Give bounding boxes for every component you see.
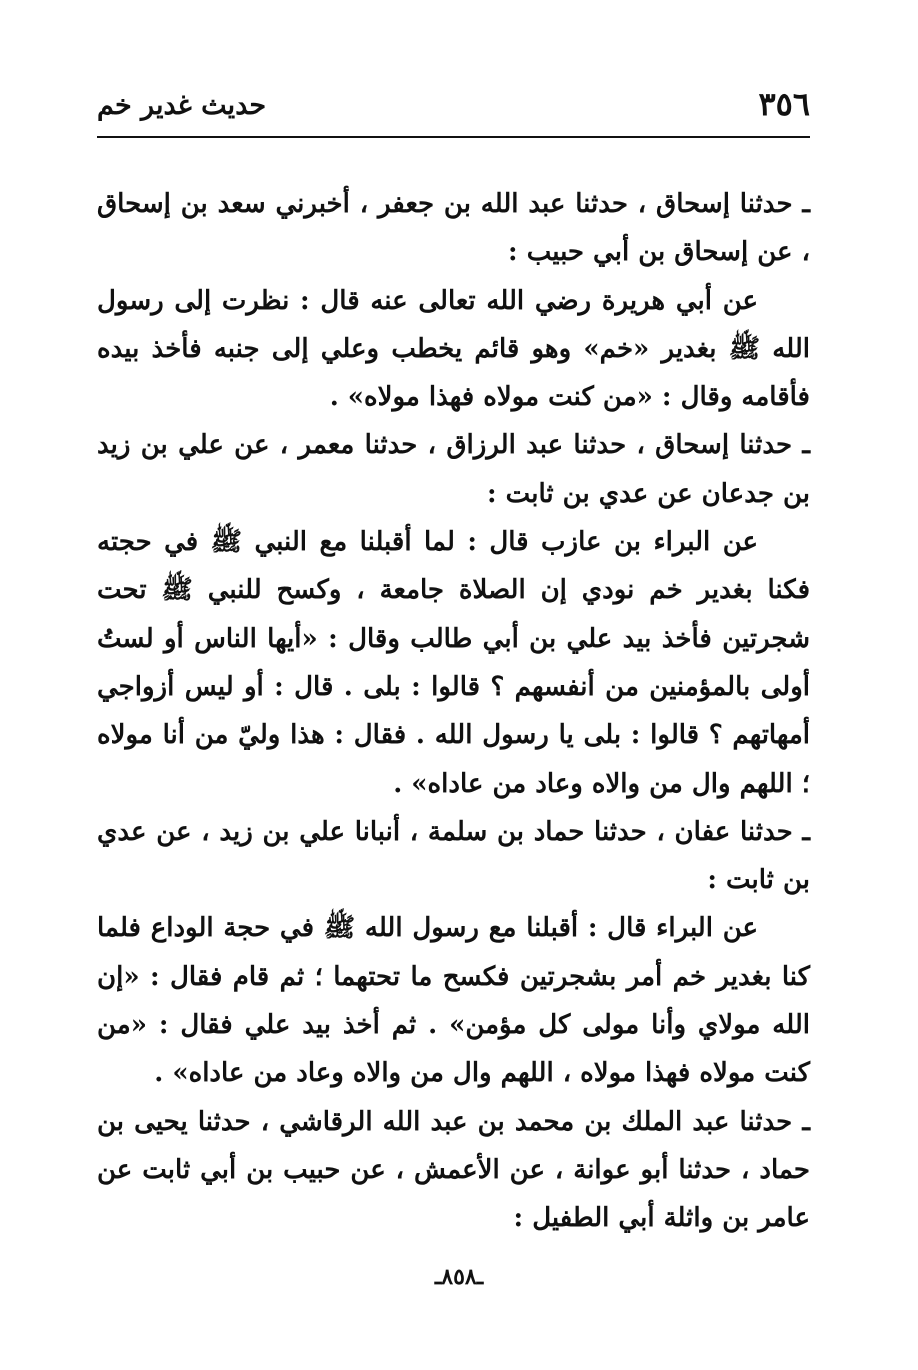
paragraph-hadith-1: عن أبي هريرة رضي الله تعالى عنه قال : نظرت إلى رسول الله ﷺ بغدير «خم» وهو قائم يخطب وعلي إلى جنبه فأخذ بيده فأقامه وقال : «من كنت مولاه فهذا مولاه» .	[97, 285, 810, 413]
paragraph-isnad-2: ـ حدثنا إسحاق ، حدثنا عبد الرزاق ، حدثنا معمر ، عن علي بن زيد بن جدعان عن عدي بن ثابت :	[97, 430, 810, 509]
paragraph-isnad-1: ـ حدثنا إسحاق ، حدثنا عبد الله بن جعفر ، أخبرني سعد بن إسحاق ، عن إسحاق بن أبي حبيب :	[97, 189, 810, 268]
header-title: حديث غدير خم	[97, 90, 267, 121]
paragraph-isnad-4: ـ حدثنا عبد الملك بن محمد بن عبد الله الرقاشي ، حدثنا يحيى بن حماد ، حدثنا أبو عوانة ، عن الأعمش ، عن حبيب بن أبي ثابت عن عامر بن واثلة أبي الطفيل :	[97, 1106, 810, 1234]
paragraph-isnad-3: ـ حدثنا عفان ، حدثنا حماد بن سلمة ، أنبانا علي بن زيد ، عن عدي بن ثابت :	[97, 816, 810, 896]
header-page-number: ٣٥٦	[758, 85, 810, 123]
body-text	[97, 180, 810, 1243]
footer-page-number: ـ٨٥٨ـ	[434, 1264, 484, 1290]
running-header	[97, 78, 810, 134]
header-divider	[97, 136, 810, 138]
paragraph-hadith-3: عن البراء قال : أقبلنا مع رسول الله ﷺ في حجة الوداع فلما كنا بغدير خم أمر بشجرتين فكسح ما تحتهما ؛ ثم قام فقال : «إن الله مولاي وأنا مولى كل مؤمن» . ثم أخذ بيد علي فقال : «من كنت مولاه فهذا مولاه ، اللهم وال من والاه وعاد من عاداه» .	[97, 913, 810, 1089]
paragraph-hadith-2: عن البراء بن عازب قال : لما أقبلنا مع النبي ﷺ في حجته فكنا بغدير خم نودي إن الصلاة جامعة ، وكسح للنبي ﷺ تحت شجرتين فأخذ بيد علي بن أبي طالب وقال : «أيها الناس أو لستُ أولى بالمؤمنين من أنفسهم ؟ قالوا : بلى . قال : أو ليس أزواجي أمهاتهم ؟ قالوا : بلى يا رسول الله . فقال : هذا وليّ من أنا مولاه ؛ اللهم وال من والاه وعاد من عاداه» .	[97, 527, 810, 799]
